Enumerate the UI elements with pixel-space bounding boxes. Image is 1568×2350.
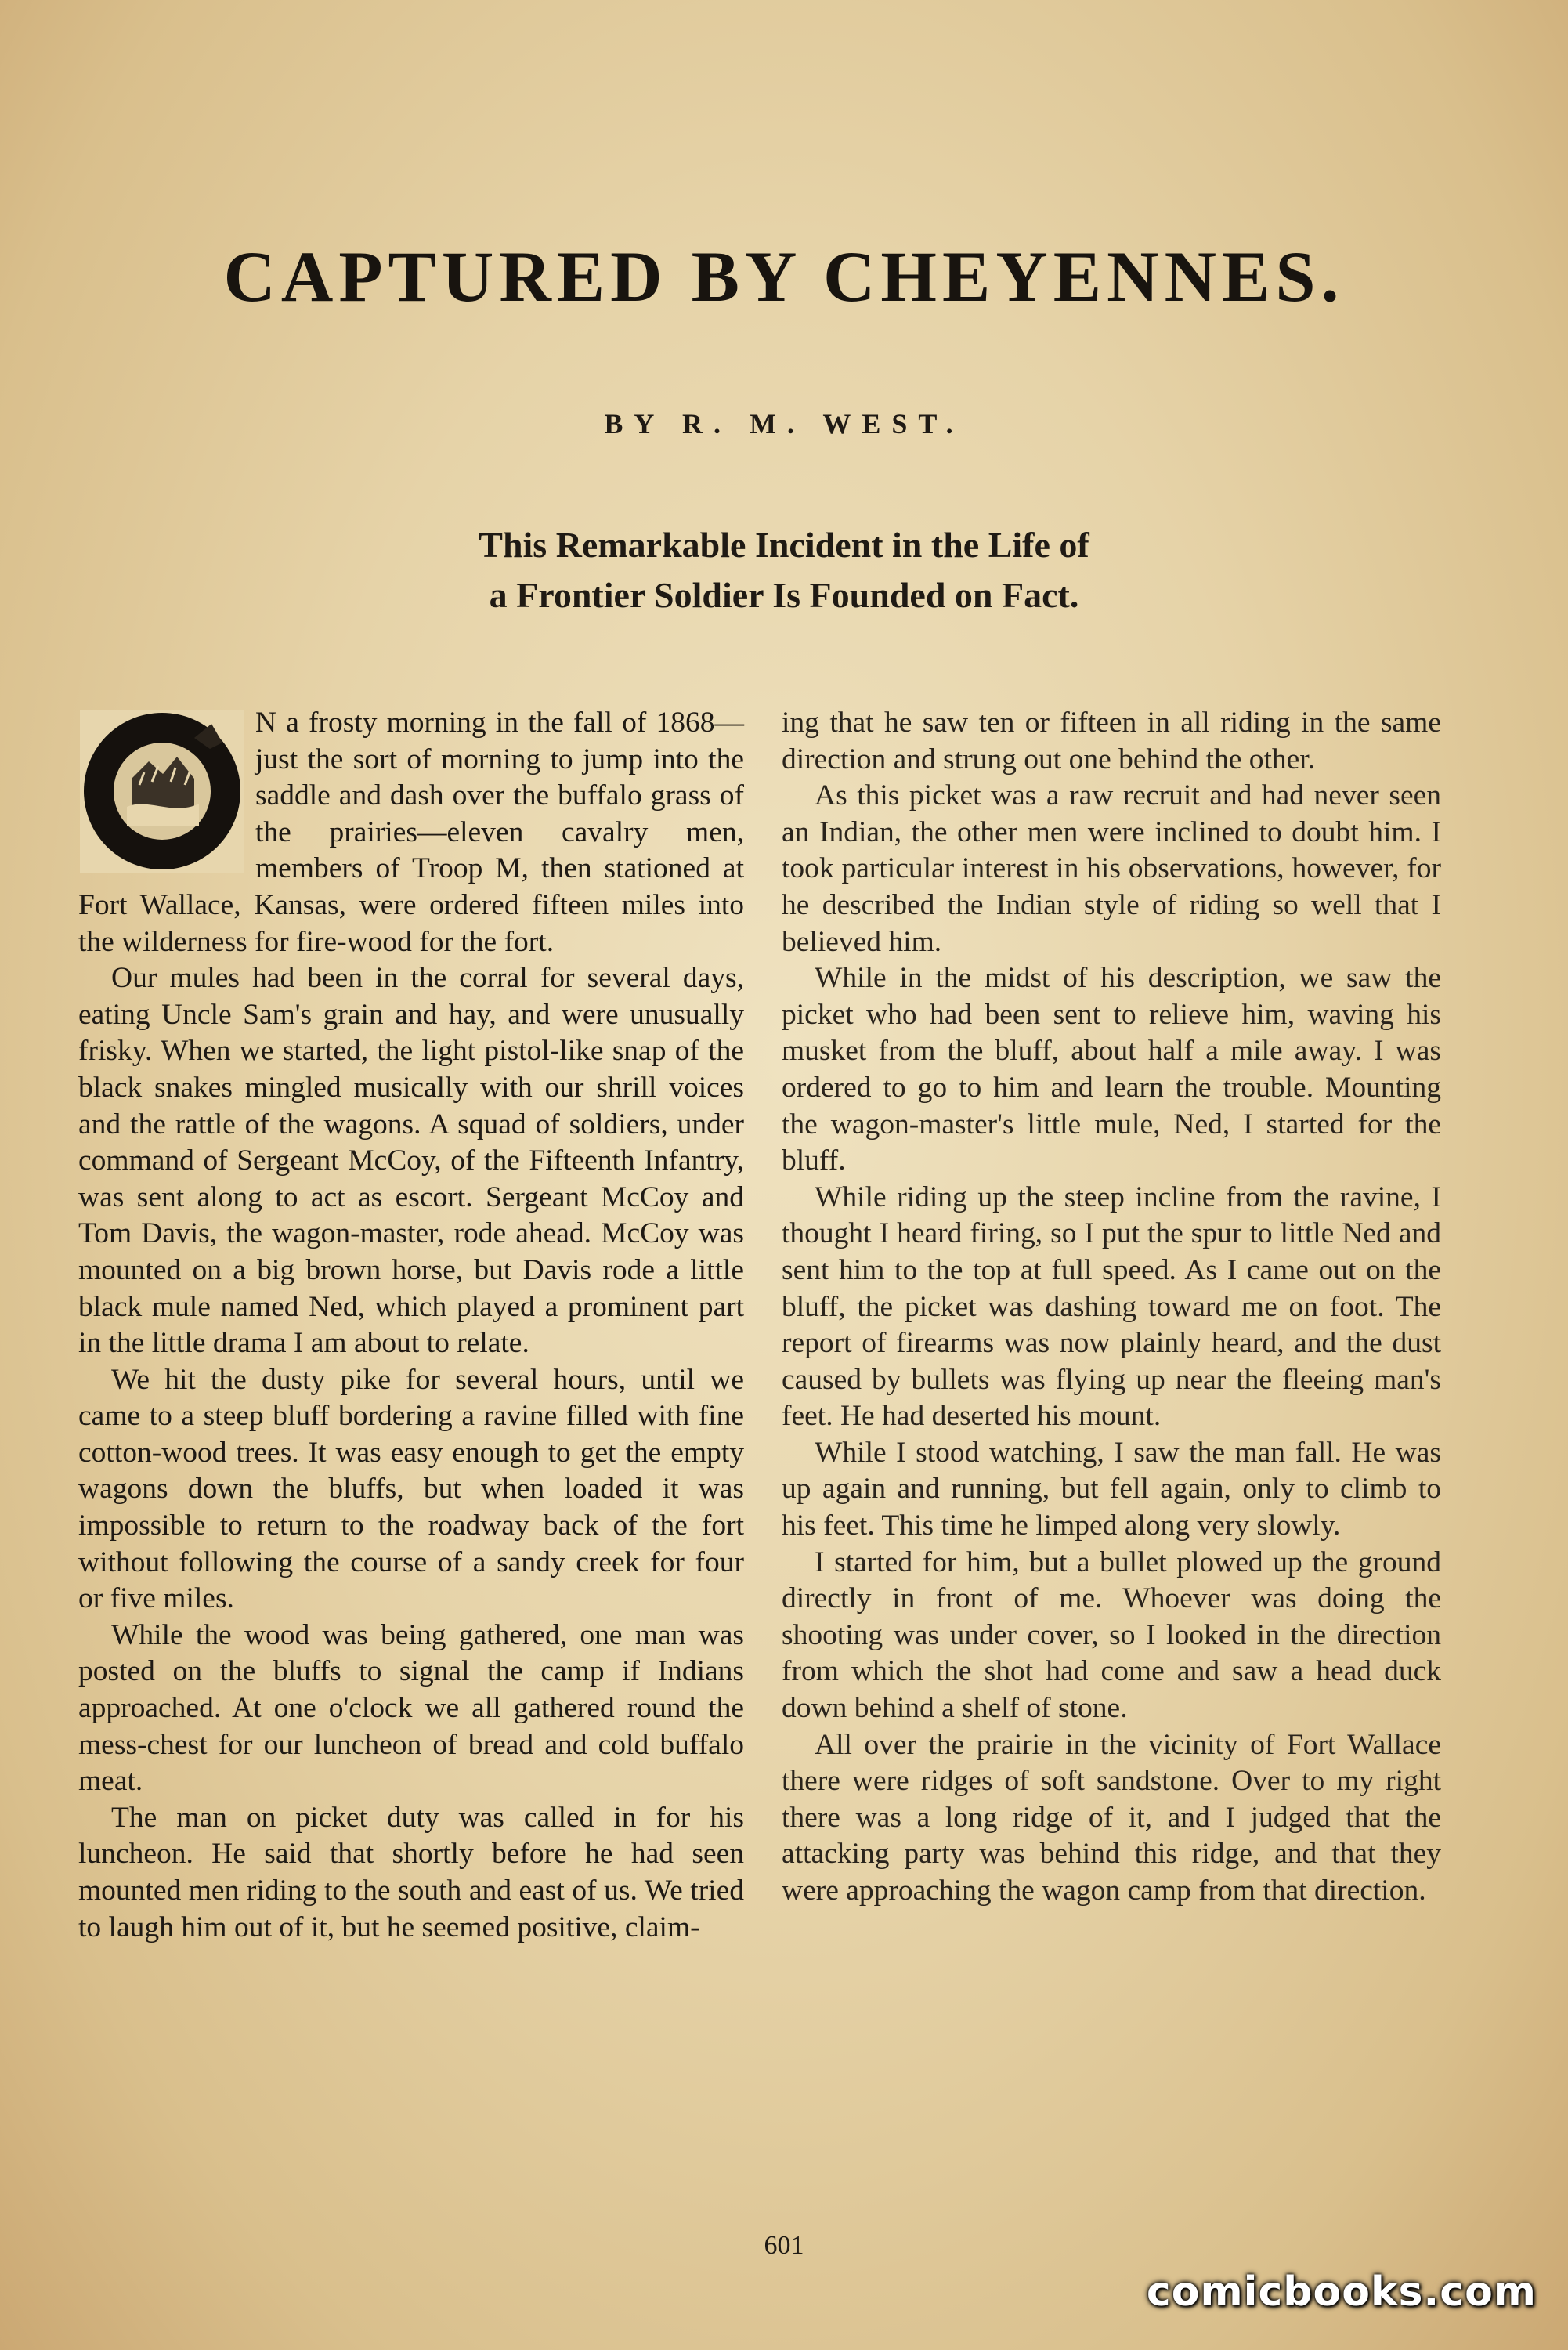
right-paragraph-7: All over the prairie in the vicinity of Fort Wallace there were ridges of soft sandstone. Over to my right there was a long ridge of it, and I judged that the attacking party was behind this ridge, and that they were approaching the wagon camp from that direction. (782, 1728, 1441, 1907)
right-paragraph-3: While in the midst of his description, we saw the picket who had been sent to relieve him, waving his musket from the bluff, about half a mile away. I was ordered to go to him and learn the trouble. Mounting the wagon-master's little mule, Ned, I started for the bluff. (782, 962, 1441, 1177)
watermark: comicbooks.com (1146, 2269, 1537, 2316)
subtitle (0, 520, 1568, 620)
page-number: 601 (764, 2231, 804, 2260)
left-paragraph-3: We hit the dusty pike for several hours, until we came to a steep bluff bordering a ravine filled with fine cotton-wood trees. It was easy enough to get the empty wagons down the bluffs, but when loaded it was impossible to return to the roadway back of the fort without following the course of a sandy creek for four or five miles. (78, 1363, 744, 1615)
article-title: CAPTURED BY CHEYENNES. (223, 237, 1345, 316)
left-paragraph-1: N a frosty morning in the fall of 1868—just the sort of morning to jump into the saddle and dash over the buffalo grass of the prairies—eleven cavalry men, members of Troop M, then stationed at Fort Wallace, Kansas, were ordered fifteen miles into the wilderness for fire-wood for the fort. (78, 707, 744, 958)
right-paragraph-5: While I stood watching, I saw the man fall. He was up again and running, but fell again, only to climb to his feet. This time he limped along very slowly. (782, 1436, 1441, 1542)
right-paragraph-2: As this picket was a raw recruit and had never seen an Indian, the other men were inclined to doubt him. I took particular interest in his observations, however, for he described the Indian style of riding so well that I believed him. (782, 779, 1441, 958)
left-paragraph-4: While the wood was being gathered, one man was posted on the bluffs to signal the camp if Indians approached. At one o'clock we all gathered round the mess-chest for our luncheon of bread and cold buffalo meat. (78, 1618, 744, 1798)
right-column (782, 705, 1441, 1910)
left-paragraph-5: The man on picket duty was called in for his luncheon. He said that shortly before he had seen mounted men riding to the south and east of us. We tried to laugh him out of it, but he seemed positive, claim- (78, 1801, 744, 1943)
drop-cap (77, 707, 247, 876)
right-paragraph-6: I started for him, but a bullet plowed up the ground directly in front of me. Whoever was doing the shooting was under cover, so I looked in the direction from which the shot had come and saw a head duck down behind a shelf of stone. (782, 1546, 1441, 1725)
right-paragraph-1: ing that he saw ten or fifteen in all riding in the same direction and strung out one behind the other. (782, 707, 1441, 776)
subtitle-line-2: a Frontier Soldier Is Founded on Fact. (489, 575, 1079, 615)
left-column (78, 705, 744, 1946)
subtitle-line-1: This Remarkable Incident in the Life of (479, 525, 1089, 565)
drop-cap-o-icon (77, 707, 247, 876)
left-paragraph-2: Our mules had been in the corral for several days, eating Uncle Sam's grain and hay, and were unusually frisky. When we started, the light pistol-like snap of the black snakes mingled musically with our shrill voices and the rattle of the wagons. A squad of soldiers, under command of Sergeant McCoy, of the Fifteenth Infantry, was sent along to act as escort. Sergeant McCoy and Tom Davis, the wagon-master, rode ahead. McCoy was mounted on a big brown horse, but Davis rode a little black mule named Ned, which played a prominent part in the little drama I am about to relate. (78, 962, 744, 1360)
right-paragraph-4: While riding up the steep incline from the ravine, I thought I heard firing, so I put the spur to little Ned and sent him to the top at full speed. As I came out on the bluff, the picket was dashing toward me on foot. The report of firearms was now plainly heard, and the dust caused by bullets was flying up near the fleeing man's feet. He had deserted his mount. (782, 1180, 1441, 1433)
byline: BY R. M. WEST. (604, 408, 964, 439)
